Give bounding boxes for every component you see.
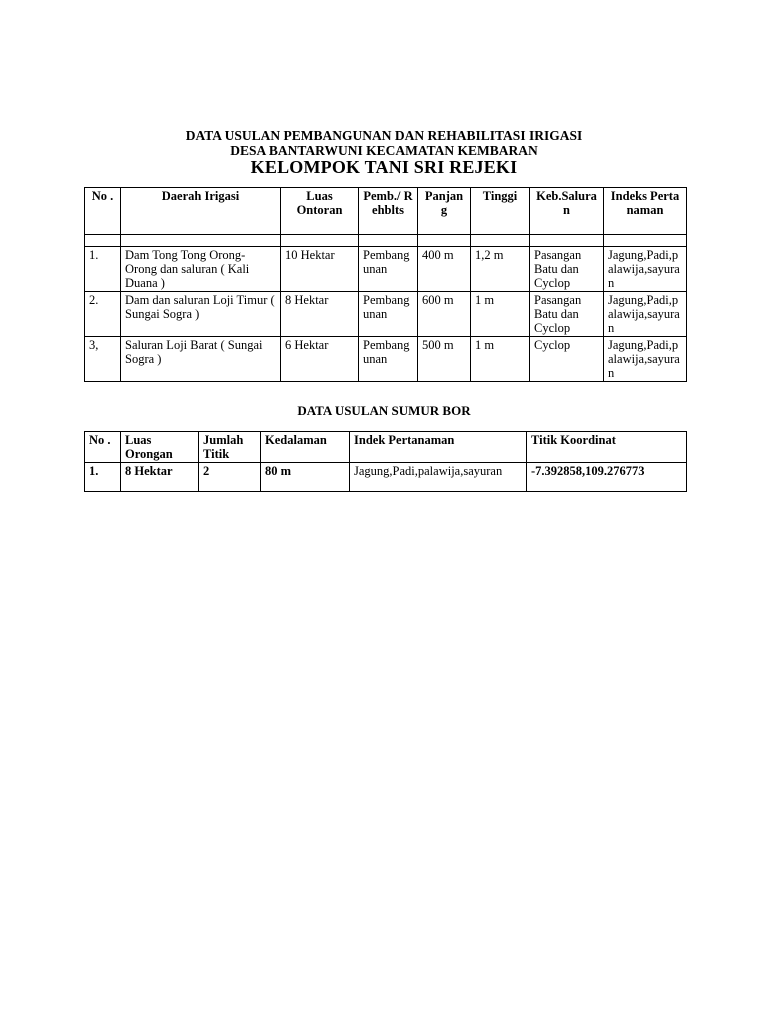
header-cell-no: No . (85, 432, 121, 463)
cell-pemb: Pembangunan (359, 292, 418, 337)
cell-daerah: Dam Tong Tong Orong-Orong dan saluran ( Kali Duana ) (121, 247, 281, 292)
cell-indeks: Jagung,Padi,palawija,sayuran (604, 292, 687, 337)
cell-indeks: Jagung,Padi,palawija,sayuran (604, 337, 687, 382)
sumur-header-row (85, 432, 687, 463)
header-cell-daerah: Daerah Irigasi (121, 188, 281, 235)
table-row (85, 463, 687, 492)
header-cell-tinggi: Tinggi (471, 188, 530, 235)
header-cell-kedalaman: Kedalaman (261, 432, 350, 463)
cell-panjang: 400 m (418, 247, 471, 292)
cell-keb-saluran: Pasangan Batu dan Cyclop (530, 247, 604, 292)
cell-daerah: Saluran Loji Barat ( Sungai Sogra ) (121, 337, 281, 382)
cell-daerah: Dam dan saluran Loji Timur ( Sungai Sogra ) (121, 292, 281, 337)
header-cell-no: No . (85, 188, 121, 235)
cell-luas: 6 Hektar (281, 337, 359, 382)
header-cell-indeks: Indeks Pertanaman (604, 188, 687, 235)
title-line-1: DATA USULAN PEMBANGUNAN DAN REHABILITASI IRIGASI (185, 128, 583, 143)
cell-no: 3, (85, 337, 121, 382)
table-row (85, 337, 687, 382)
spacer-row (85, 235, 687, 247)
cell-no: 2. (85, 292, 121, 337)
cell-pemb: Pembangunan (359, 247, 418, 292)
sumur-table (84, 431, 687, 492)
cell-jumlah-titik: 2 (199, 463, 261, 492)
sumur-title: DATA USULAN SUMUR BOR (297, 403, 471, 418)
irigasi-table (84, 187, 687, 382)
cell-no: 1. (85, 247, 121, 292)
irigasi-header-row (85, 188, 687, 235)
cell-tinggi: 1 m (471, 292, 530, 337)
cell-indek: Jagung,Padi,palawija,sayuran (350, 463, 527, 492)
title-line-2: DESA BANTARWUNI KECAMATAN KEMBARAN (230, 143, 538, 158)
cell-kedalaman: 80 m (261, 463, 350, 492)
cell-koordinat: -7.392858,109.276773 (527, 463, 687, 492)
cell-panjang: 600 m (418, 292, 471, 337)
header-cell-luas: Luas Ontoran (281, 188, 359, 235)
header-cell-koordinat: Titik Koordinat (527, 432, 687, 463)
cell-tinggi: 1,2 m (471, 247, 530, 292)
cell-tinggi: 1 m (471, 337, 530, 382)
cell-pemb: Pembangunan (359, 337, 418, 382)
header-cell-panjang: Panjang (418, 188, 471, 235)
header-cell-jumlah-titik: Jumlah Titik (199, 432, 261, 463)
cell-no: 1. (85, 463, 121, 492)
cell-panjang: 500 m (418, 337, 471, 382)
cell-keb-saluran: Cyclop (530, 337, 604, 382)
cell-indeks: Jagung,Padi,palawija,sayuran (604, 247, 687, 292)
cell-luas: 10 Hektar (281, 247, 359, 292)
table-row (85, 292, 687, 337)
cell-luas: 8 Hektar (281, 292, 359, 337)
table-row (85, 247, 687, 292)
cell-luas: 8 Hektar (121, 463, 199, 492)
cell-keb-saluran: Pasangan Batu dan Cyclop (530, 292, 604, 337)
header-cell-luas: Luas Orongan (121, 432, 199, 463)
header-cell-pemb: Pemb./ Rehblts (359, 188, 418, 235)
header-cell-indek: Indek Pertanaman (350, 432, 527, 463)
title-line-3: KELOMPOK TANI SRI REJEKI (250, 157, 518, 177)
header-cell-keb-saluran: Keb.Saluran (530, 188, 604, 235)
